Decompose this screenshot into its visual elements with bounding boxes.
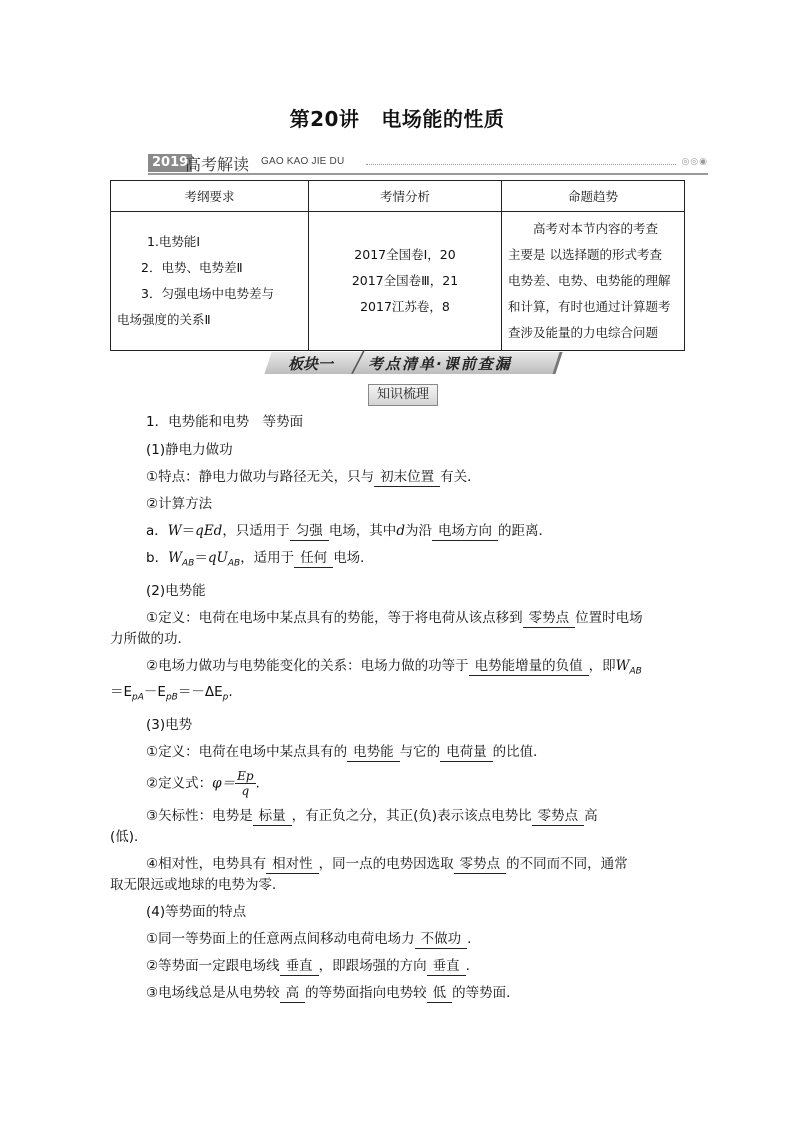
syllabus-item: 3．匀强电场中电势差与 bbox=[141, 286, 274, 301]
paragraph-wrap: (低)． bbox=[110, 829, 148, 846]
fill-blank: 标量 bbox=[253, 807, 292, 826]
fill-blank: 任何 bbox=[294, 549, 333, 568]
exam-history-item: 2017全国卷Ⅰ，20 bbox=[354, 247, 456, 262]
syllabus-item: 2．电势、电势差Ⅱ bbox=[141, 260, 243, 275]
syllabus-cell bbox=[111, 212, 309, 351]
paragraph: ②等势面一定跟电场线 垂直 ，即跟场强的方向 垂直 . bbox=[146, 958, 470, 975]
table-header: 考情分析 bbox=[309, 181, 502, 212]
fill-blank: 垂直 bbox=[427, 957, 466, 976]
paragraph: ②电场力做功与电势能变化的关系：电场力做的功等于 电势能增量的负值 ，即$W_{AB}$ bbox=[146, 657, 642, 677]
table-header: 考纲要求 bbox=[111, 181, 309, 212]
paragraph: ①特点：静电力做功与路径无关，只与 初末位置 有关． bbox=[146, 469, 481, 485]
trend-cell bbox=[502, 212, 685, 351]
syllabus-item: 1.电势能Ⅰ bbox=[147, 234, 201, 249]
table-row bbox=[111, 212, 685, 351]
banner-year: 2019 bbox=[148, 154, 192, 172]
subheading: (3)电势 bbox=[146, 717, 193, 734]
banner-dotted-line bbox=[366, 164, 676, 165]
fill-blank: 不做功 bbox=[415, 930, 468, 949]
exam-history-cell bbox=[309, 212, 502, 351]
paragraph: b．$W_{AB}=qU_{AB}$，适用于 任何 电场． bbox=[146, 550, 374, 569]
paragraph: ③矢标性：电势是 标量 ，有正负之分，其正(负)表示该点电势比 零势点 高 bbox=[146, 808, 598, 825]
banner-pinyin: GAO KAO JIE DU bbox=[261, 156, 345, 167]
formula-line: ②定义式：φ＝ $\frac{Ep}{q}$ . bbox=[146, 769, 260, 799]
subsection-tag: 知识梳理 bbox=[368, 384, 438, 406]
paragraph: a．W＝qEd，只适用于 匀强 电场，其中d为沿 电场方向 的距离． bbox=[146, 523, 552, 539]
paragraph: ④相对性，电势具有 相对性 ，同一点的电势因选取 零势点 的不同而不同，通常 bbox=[146, 856, 628, 873]
module-banner bbox=[268, 352, 558, 376]
slash-divider-icon: ╱ bbox=[352, 350, 365, 374]
fill-blank: 零势点 bbox=[532, 807, 585, 826]
fill-blank: 电荷量 bbox=[440, 743, 493, 762]
syllabus-item: 电场强度的关系Ⅱ bbox=[117, 312, 211, 327]
fill-blank: 初末位置 bbox=[374, 468, 440, 487]
banner-title: 高考解读 bbox=[185, 155, 250, 174]
section-banner bbox=[148, 154, 708, 174]
exam-analysis-table bbox=[110, 180, 685, 351]
fill-blank: 零势点 bbox=[523, 609, 576, 628]
fill-blank: 电场方向 bbox=[432, 522, 498, 541]
fill-blank: 相对性 bbox=[266, 855, 319, 874]
subheading: (4)等势面的特点 bbox=[146, 904, 247, 921]
table-header: 命题趋势 bbox=[502, 181, 685, 212]
subheading: (2)电势能 bbox=[146, 582, 206, 599]
lecture-topic: 电场能的性质 bbox=[381, 107, 505, 131]
subheading: (1)静电力做功 bbox=[146, 442, 233, 458]
exam-history-item: 2017全国卷Ⅲ，21 bbox=[351, 273, 459, 288]
paragraph: ③电场线总是从电势较 高 的等势面指向电势较 低 的等势面． bbox=[146, 985, 520, 1002]
banner-underline bbox=[148, 173, 708, 175]
paragraph-wrap: 取无限远或地球的电势为零． bbox=[110, 877, 286, 894]
lecture-number: 第20讲 bbox=[289, 107, 360, 131]
page-title bbox=[0, 103, 794, 132]
paragraph: ②计算方法 bbox=[146, 496, 213, 512]
paragraph: ①定义：电荷在电场中某点具有的势能，等于将电荷从该点移到 零势点 位置时电场 bbox=[146, 609, 643, 626]
trend-line: 和计算，有时也通过计算题考 bbox=[508, 299, 671, 314]
fill-blank: 垂直 bbox=[280, 957, 319, 976]
trend-line: 电势差、电势、电势能的理解 bbox=[508, 273, 671, 288]
notes-body bbox=[110, 412, 690, 1010]
table-header-row bbox=[111, 181, 685, 212]
formula-line: $=E_{pA}-E_{pB}=-\Delta E_p$. bbox=[110, 684, 233, 704]
fill-blank: 高 bbox=[280, 984, 306, 1003]
fill-blank: 电势能 bbox=[347, 743, 400, 762]
fill-blank: 低 bbox=[427, 984, 453, 1003]
paragraph: ①定义：电荷在电场中某点具有的 电势能 与它的 电荷量 的比值． bbox=[146, 744, 547, 761]
trend-line: 高考对本节内容的考查 bbox=[533, 221, 659, 236]
exam-history-item: 2017江苏卷，8 bbox=[360, 299, 450, 314]
fill-blank: 电势能增量的负值 bbox=[469, 657, 589, 676]
fill-blank: 零势点 bbox=[454, 855, 507, 874]
banner-dots-icon: ◎◎◉ bbox=[681, 157, 708, 167]
module-part: 板块一 bbox=[288, 355, 334, 373]
fill-blank: 匀强 bbox=[290, 522, 329, 541]
paragraph-wrap: 力所做的功． bbox=[110, 630, 191, 647]
heading-1: 1．电势能和电势 等势面 bbox=[146, 414, 304, 430]
trend-line: 查涉及能量的力电综合问题 bbox=[508, 325, 659, 340]
module-name: 考点清单·课前查漏 bbox=[368, 355, 512, 373]
trend-line: 主要是 以选择题的形式考查 bbox=[508, 247, 662, 262]
fraction: $\frac{Ep}{q}$ bbox=[237, 769, 254, 799]
paragraph: ①同一等势面上的任意两点间移动电荷电场力 不做功 . bbox=[146, 931, 472, 948]
